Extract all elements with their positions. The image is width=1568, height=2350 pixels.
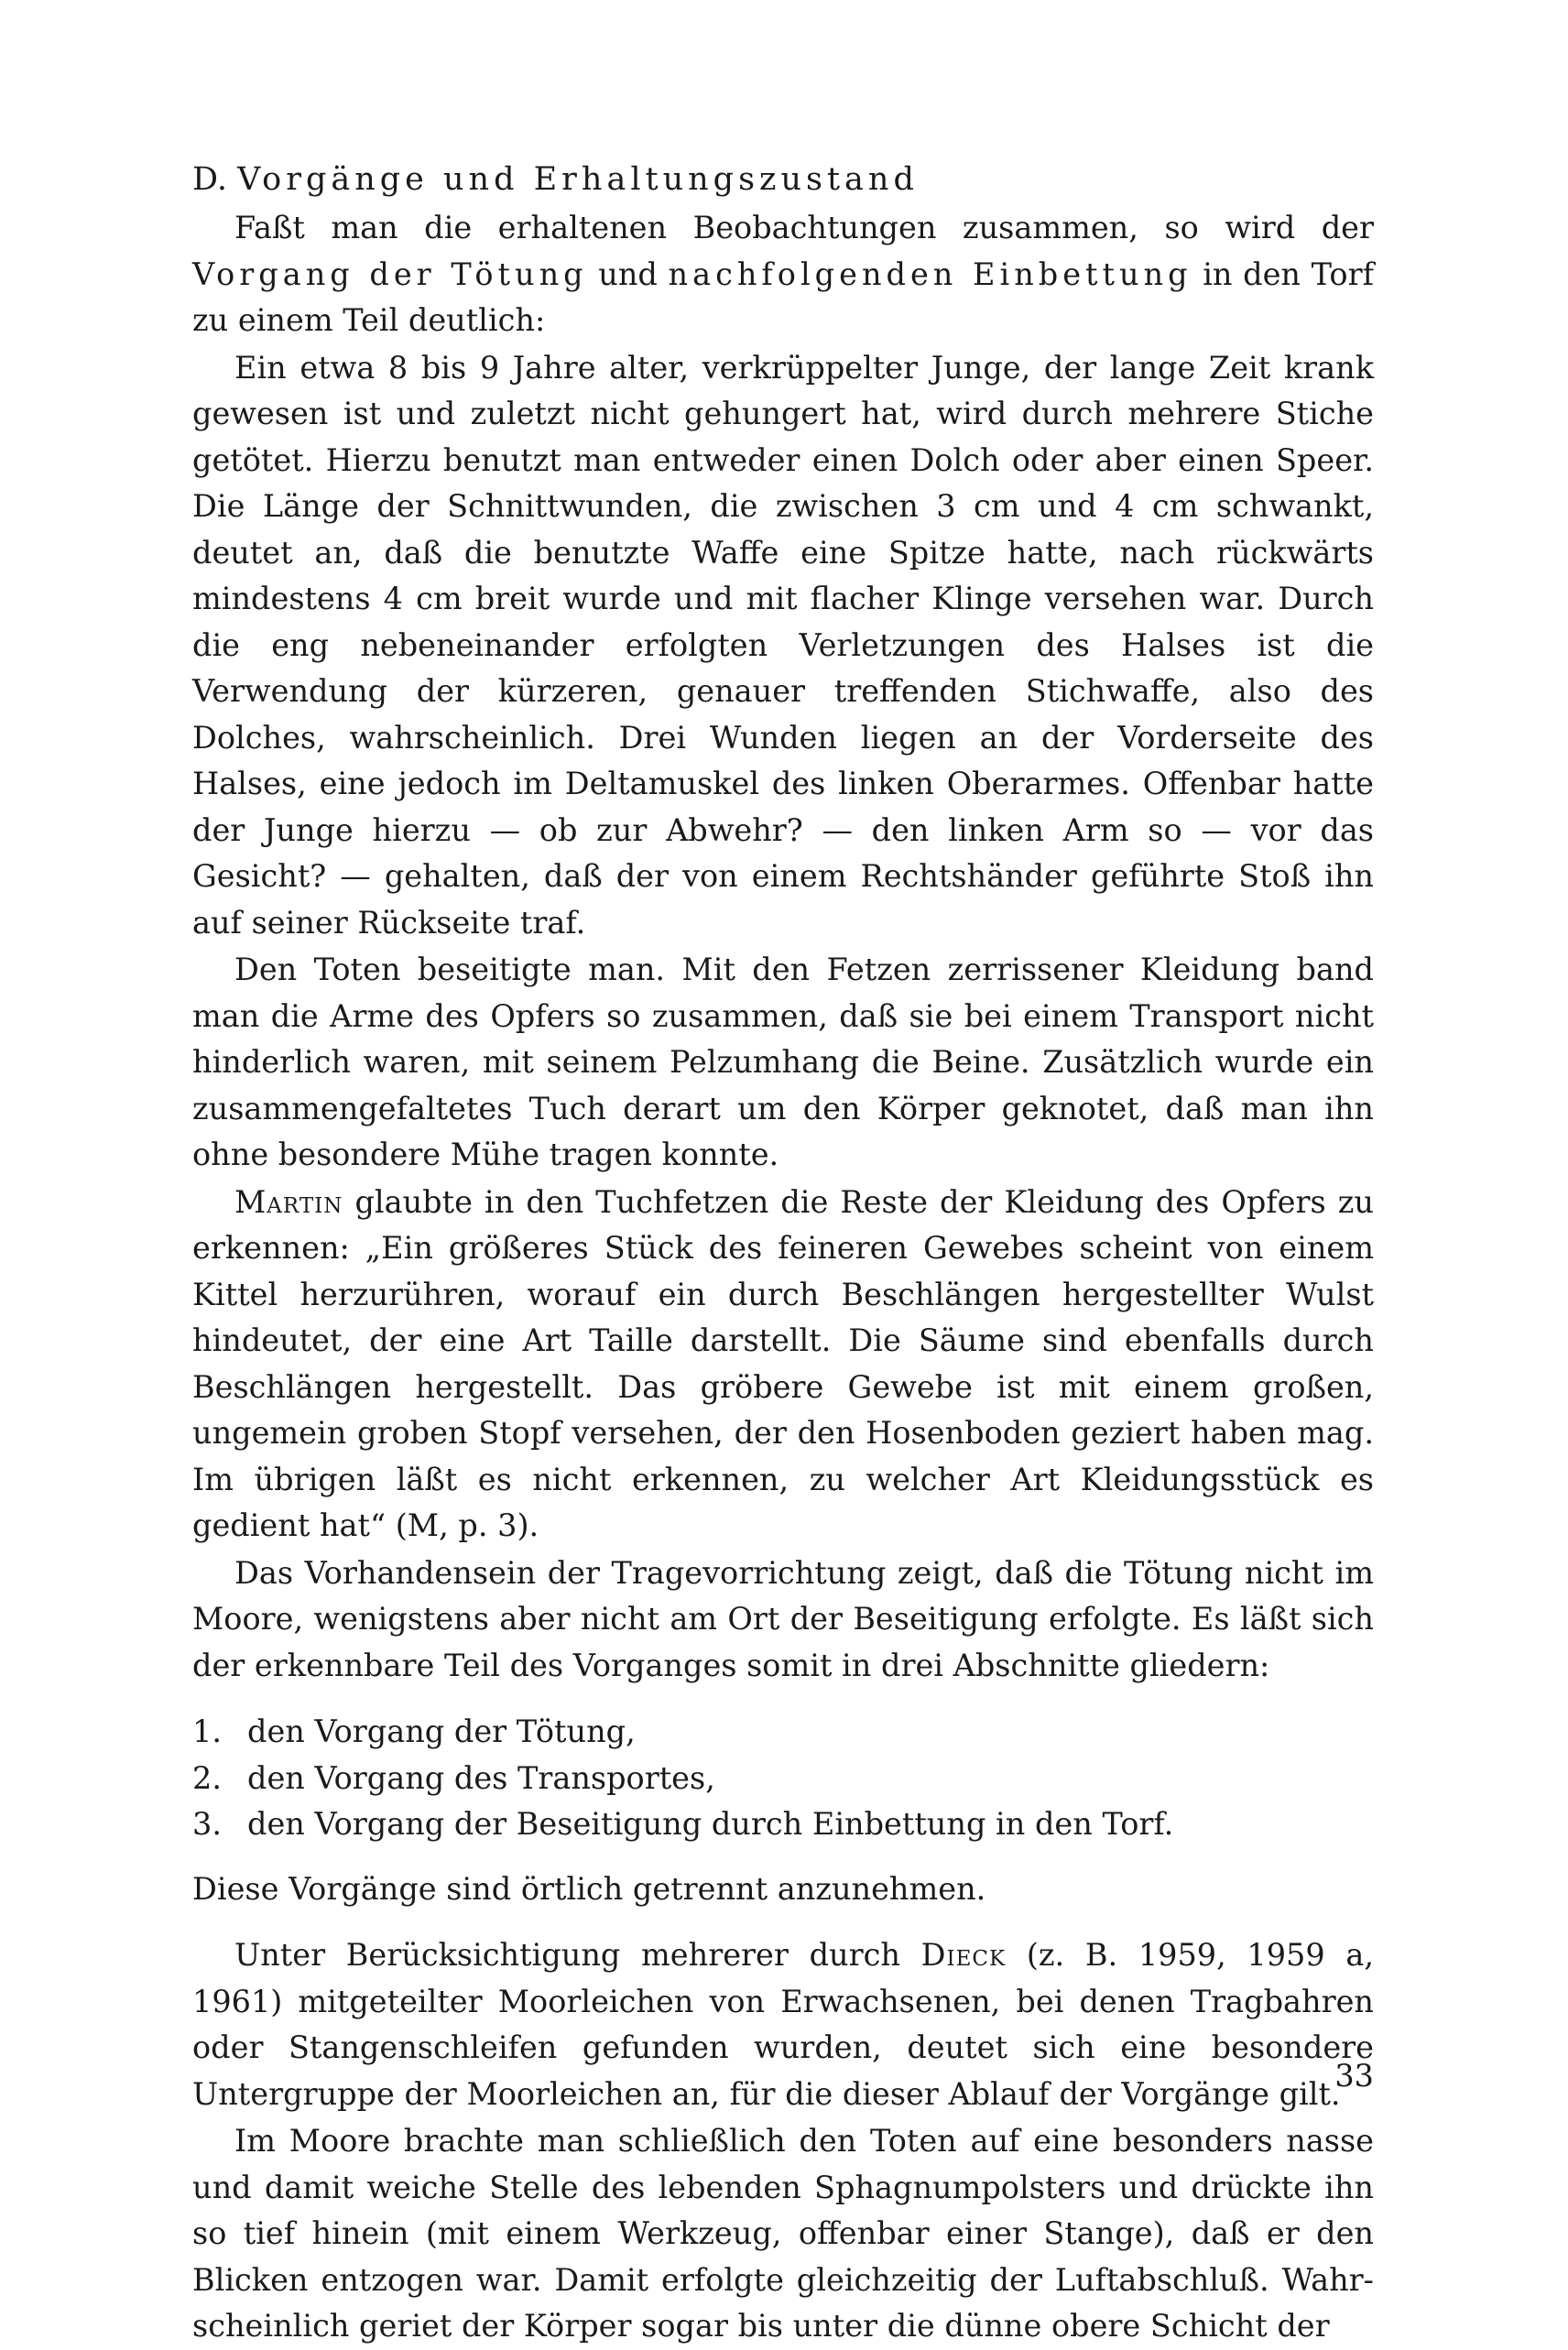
paragraph-3: Den Toten beseitigte man. Mit den Fetzen zerrissener Kleidung band man die Arme des Opfers so zusammen, daß sie bei einem Transport nicht hinderlich waren, mit seinem Pelzumhang die Beine. Zusätzlich wurde ein zusammengefaltetes Tuch derart um den Körper geknotet, daß man ihn ohne besondere Mühe tragen konnte. — [192, 952, 1374, 1172]
paragraph-6: Diese Vorgänge sind örtlich getrennt anzunehmen. — [192, 1870, 986, 1907]
section-title: Vorgänge und Erhaltungszustand — [237, 161, 919, 198]
list-text: den Vorgang des Transportes, — [247, 1759, 715, 1796]
text-run: und — [587, 256, 669, 292]
text-run: glaubte in den Tuchfetzen die Reste der Kleidung des Opfers zu erkennen: „Ein größeres Stück des feineren Gewebes scheint von einem Kittel herzurühren, worauf ein durch Beschlängen hergestellter Wulst hindeutet, der eine Art Taille darstellt. Die Säume sind ebenfalls durch Beschlängen hergestellt. Das gröbere Gewebe ist mit einem großen, ungemein groben Stopf versehen, der den Hosenboden geziert haben mag. Im übrigen läßt es nicht erkennen, zu welcher Art Kleidungsstück es gedient hat“ (M, p. 3). — [192, 1183, 1374, 1543]
emphasis-spaced: nachfolgenden Einbettung — [668, 256, 1192, 292]
emphasis-spaced: Vorgang der Tötung — [192, 256, 588, 292]
paragraph-4 — [192, 1180, 1374, 1550]
list-number: 1. — [192, 1714, 222, 1749]
text-run: (z. B. 1959, 1959 a, 1961) mitgeteilter Moorleichen von Erwachsenen, bei denen Tragbahren oder Stangenschleifen gefunden wurden, deutet sich eine besondere Untergruppe der Moorleichen an, für die dieser Ablauf der Vorgänge gilt. — [192, 1937, 1374, 2112]
body-text — [192, 205, 1374, 2350]
section-letter: D. — [192, 161, 227, 198]
list-number: 2. — [192, 1759, 222, 1796]
text-run: in den Torf zu einem Teil deutlich: — [192, 256, 1374, 338]
list-text: den Vorgang der Beseitigung durch Einbettung in den Torf. — [247, 1806, 1174, 1842]
paragraph-5: Das Vorhandensein der Tragevorrichtung zeigt, daß die Tötung nicht im Moore, wenigstens aber nicht am Ort der Beseitigung erfolgte. Es läßt sich der erkennbare Teil des Vorganges somit in drei Abschnitte gliedern: — [192, 1554, 1374, 1683]
paragraph-1 — [192, 205, 1374, 344]
paragraph-7 — [192, 1932, 1374, 2117]
author-name: Martin — [234, 1183, 343, 1220]
page-body — [192, 158, 1374, 2350]
list-number: 3. — [192, 1806, 222, 1842]
author-name: Dieck — [920, 1937, 1007, 1973]
list-item — [192, 1801, 1374, 1848]
text-run: Faßt man die erhaltenen Beobachtungen zusammen, so wird der — [234, 210, 1374, 245]
numbered-list — [192, 1709, 1374, 1848]
list-item — [192, 1756, 1374, 1802]
section-heading — [192, 158, 1374, 201]
text-run: Unter Berücksichtigung mehrerer durch — [234, 1937, 921, 1973]
list-item — [192, 1709, 1374, 1756]
list-text: den Vorgang der Tötung, — [247, 1714, 636, 1749]
paragraph-2: Ein etwa 8 bis 9 Jahre alter, verkrüppelter Junge, der lange Zeit krank gewesen ist und zuletzt nicht gehungert hat, wird durch mehrere Stiche getötet. Hierzu benutzt man entweder einen Dolch oder aber einen Speer. Die Länge der Schnittwunden, die zwischen 3 cm und 4 cm schwankt, deutet an, daß die benutzte Waffe eine Spitze hatte, nach rückwärts mindestens 4 cm breit wurde und mit flacher Klinge versehen war. Durch die eng nebeneinander erfolgten Verletzungen des Halses ist die Verwendung der kürzeren, genauer treffenden Stichwaffe, also des Dolches, wahrscheinlich. Drei Wunden liegen an der Vorderseite des Halses, eine jedoch im Deltamuskel des linken Oberarmes. Offenbar hatte der Junge hierzu — ob zur Abwehr? — den linken Arm so — vor das Gesicht? — gehalten, daß der von einem Rechtshänder geführte Stoß ihn auf seiner Rückseite traf. — [192, 349, 1374, 941]
page-number: 33 — [1334, 2058, 1374, 2094]
paragraph-8: Im Moore brachte man schließlich den Toten auf eine besonders nasse und damit weiche Stelle des lebenden Sphagnumpolsters und drückte ihn so tief hinein (mit einem Werkzeug, offenbar einer Stange), daß er den Blicken entzogen war. Damit erfolgte gleichzeitig der Luftabschluß. Wahrscheinlich geriet der Körper sogar bis unter die dünne obere Schicht der — [192, 2123, 1374, 2344]
